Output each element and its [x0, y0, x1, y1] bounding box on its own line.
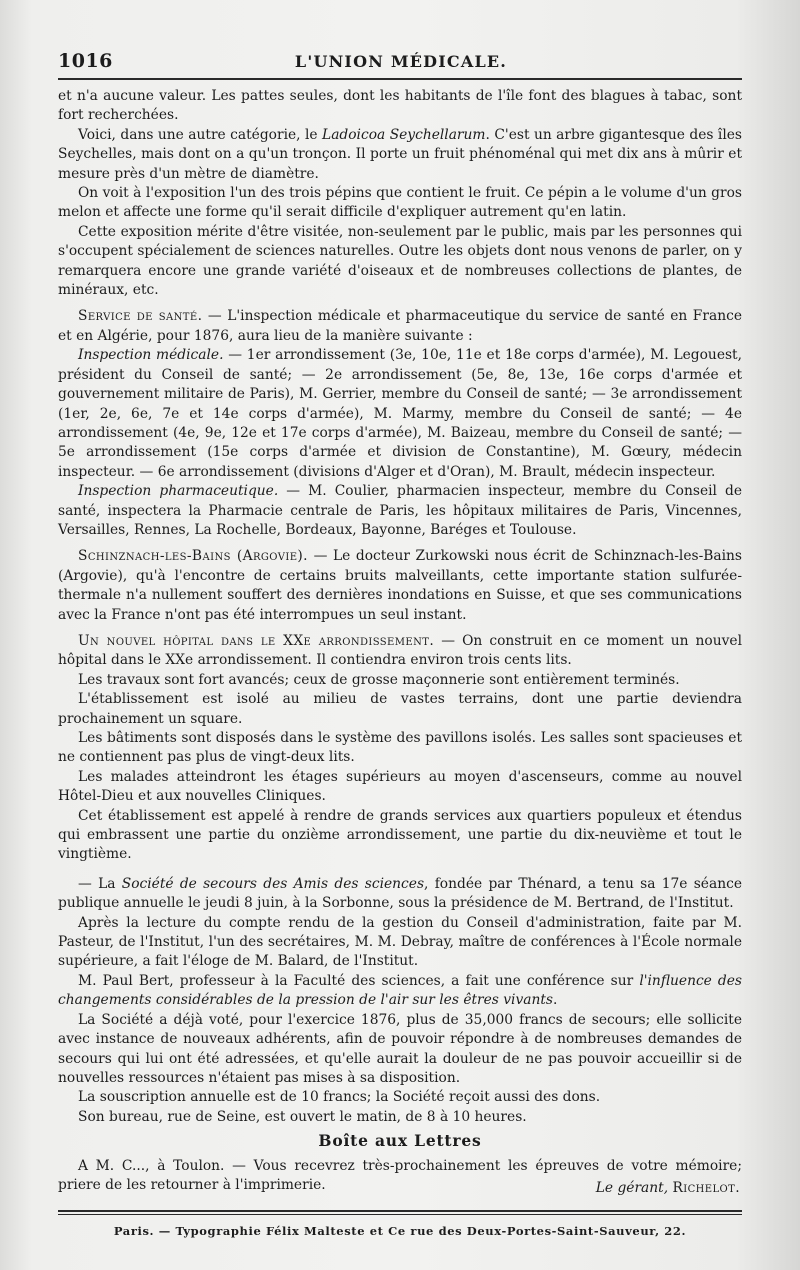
section-service-sante: Service de santé. — L'inspection médicale et pharmaceutique du service de santé en France et en Algérie, pour 1876, aura lieu de la manière suivante :	[58, 308, 742, 344]
signature	[596, 1180, 740, 1196]
paragraph: Cet établissement est appelé à rendre de grands services aux quartiers populeux et étendus qui embrassent une partie du onzième arrondissement, une partie du dix-neuvième et tout le vingtième.	[58, 807, 742, 863]
signature-role: Le gérant,	[595, 1180, 669, 1196]
paragraph: et n'a aucune valeur. Les pattes seules, dont les habitants de l'île font des blagues à tabac, sont fort recherchées.	[58, 88, 742, 124]
paragraph: Inspection médicale. — 1er arrondissement (3e, 10e, 11e et 18e corps d'armée), M. Legouest, président du Conseil de santé; — 2e arrondissement (5e, 8e, 13e, 16e corps d'armée et gouvernement militaire de Paris), M. Gerrier, membre du Conseil de santé; — 3e arrondissement (1er, 2e, 6e, 7e et 14e corps d'armée), M. Marmy, membre du Conseil de santé; — 4e arrondissement (4e, 9e, 12e et 17e corps d'armée), M. Baizeau, membre du Conseil de santé; — 5e arrondissement (15e corps d'armée et division de Constantine), M. Gœury, médecin inspecteur. — 6e arrondissement (divisions d'Alger et d'Oran), M. Brault, médecin inspecteur.	[58, 347, 742, 480]
section-heading: Service de santé.	[78, 308, 203, 325]
article-body	[58, 87, 742, 1195]
paragraph: Les bâtiments sont disposés dans le système des pavillons isolés. Les salles sont spacieuses et ne contiennent pas plus de vingt-deux lits.	[58, 730, 742, 766]
header-rule	[58, 78, 742, 80]
lecture-title: l'influence des changements considérables de la pression de l'air sur les êtres vivants	[58, 972, 742, 1009]
paragraph: Voici, dans une autre catégorie, le Ladoicoa Seychellarum. C'est un arbre gigantesque des îles Seychelles, mais dont on a qu'un tronçon. Il porte un fruit phénoménal qui met dix ans à mûrir et mesure près d'un mètre de diamètre.	[58, 126, 742, 182]
paragraph: Les travaux sont fort avancés; ceux de grosse maçonnerie sont entièrement terminés.	[78, 671, 680, 688]
society-name: Société de secours des Amis des sciences	[121, 875, 425, 892]
printer-imprint: Paris. — Typographie Félix Malteste et Ce rue des Deux-Portes-Saint-Sauveur, 22.	[113, 1224, 687, 1238]
paragraph: On voit à l'exposition l'un des trois pépins que contient le fruit. Ce pépin a le volume d'un gros melon et affecte une forme qu'il serait difficile d'expliquer autrement qu'en latin.	[58, 185, 742, 221]
page-header	[58, 46, 744, 78]
page-number: 1016	[58, 50, 113, 72]
paragraph: Inspection pharmaceutique. — M. Coulier, pharmacien inspecteur, membre du Conseil de santé, inspectera la Pharmacie centrale de Paris, les hôpitaux militaires de Paris, Vincennes, Versailles, Rennes, La Rochelle, Bordeaux, Bayonne, Baréges et Toulouse.	[58, 483, 743, 538]
running-title: L'UNION MÉDICALE.	[294, 52, 508, 71]
section-schinznach: Schinznach-les-Bains (Argovie). — Le docteur Zurkowski nous écrit de Schinznach-les-Bains (Argovie), qu'à l'encontre de certains bruits malveillants, cette importante station sulfurée-thermale n'a nullement souffert des dernières inondations en Suisse, et que ses communications avec la France n'ont pas été interrompues un seul instant.	[58, 548, 742, 623]
footer-rule-thin	[58, 1214, 742, 1215]
paragraph: Son bureau, rue de Seine, est ouvert le matin, de 8 à 10 heures.	[78, 1108, 527, 1125]
paragraph: La Société a déjà voté, pour l'exercice 1876, plus de 35,000 francs de secours; elle sollicite avec instance de nouveaux adhérents, afin de pouvoir répondre à de nombreuses demandes de secours qui lui ont été adressées, et qu'elle aurait la douleur de ne pas pouvoir accueillir si de nouvelles ressources n'étaient pas mises à sa disposition.	[58, 1011, 742, 1086]
section-societe-secours: — La Société de secours des Amis des sciences, fondée par Thénard, a tenu sa 17e séance publique annuelle le jeudi 8 juin, à la Sorbonne, sous la présidence de M. Bertrand, de l'Institut.	[58, 875, 742, 912]
paragraph: La souscription annuelle est de 10 francs; la Société reçoit aussi des dons.	[78, 1089, 601, 1106]
paragraph: Après la lecture du compte rendu de la gestion du Conseil d'administration, faite par M. Pasteur, de l'Institut, l'un des secrétaires, M. M. Debray, maître de conférences à l'École normale supérieure, a fait l'éloge de M. Balard, de l'Institut.	[58, 914, 742, 970]
section-heading: Un nouvel hôpital dans le XXe arrondissement.	[78, 632, 435, 649]
paragraph: M. Paul Bert, professeur à la Faculté des sciences, a fait une conférence sur l'influence des changements considérables de la pression de l'air sur les êtres vivants.	[58, 972, 742, 1009]
letter-reply: A M. C..., à Toulon. — Vous recevrez très-prochainement les épreuves de votre mémoire; priere de les retourner à l'imprimerie.	[58, 1157, 742, 1193]
section-heading: Schinznach-les-Bains (Argovie).	[78, 548, 308, 565]
paragraph: Les malades atteindront les étages supérieurs au moyen d'ascenseurs, comme au nouvel Hôtel-Dieu et aux nouvelles Cliniques.	[58, 768, 742, 805]
subsection-heading: Inspection médicale.	[78, 347, 224, 364]
species-name: Ladoicoa Seychellarum	[322, 126, 486, 143]
footer-rule	[58, 1210, 742, 1212]
letters-box-title: Boîte aux Lettres	[318, 1131, 482, 1151]
paragraph: L'établissement est isolé au milieu de vastes terrains, dont une partie deviendra prochainement un square.	[58, 691, 742, 727]
paragraph: Cette exposition mérite d'être visitée, non-seulement par le public, mais par les personnes qui s'occupent spécialement de sciences naturelles. Outre les objets dont nous venons de parler, on y remarquera encore une grande variété d'oiseaux et de nombreuses collections de plantes, de minéraux, etc.	[58, 223, 742, 299]
signature-name: Richelot.	[672, 1180, 740, 1196]
subsection-heading: Inspection pharmaceutique.	[78, 483, 279, 500]
section-hopital: Un nouvel hôpital dans le XXe arrondissement. — On construit en ce moment un nouvel hôpital dans le XXe arrondissement. Il contiendra environ trois cents lits.	[58, 632, 742, 669]
